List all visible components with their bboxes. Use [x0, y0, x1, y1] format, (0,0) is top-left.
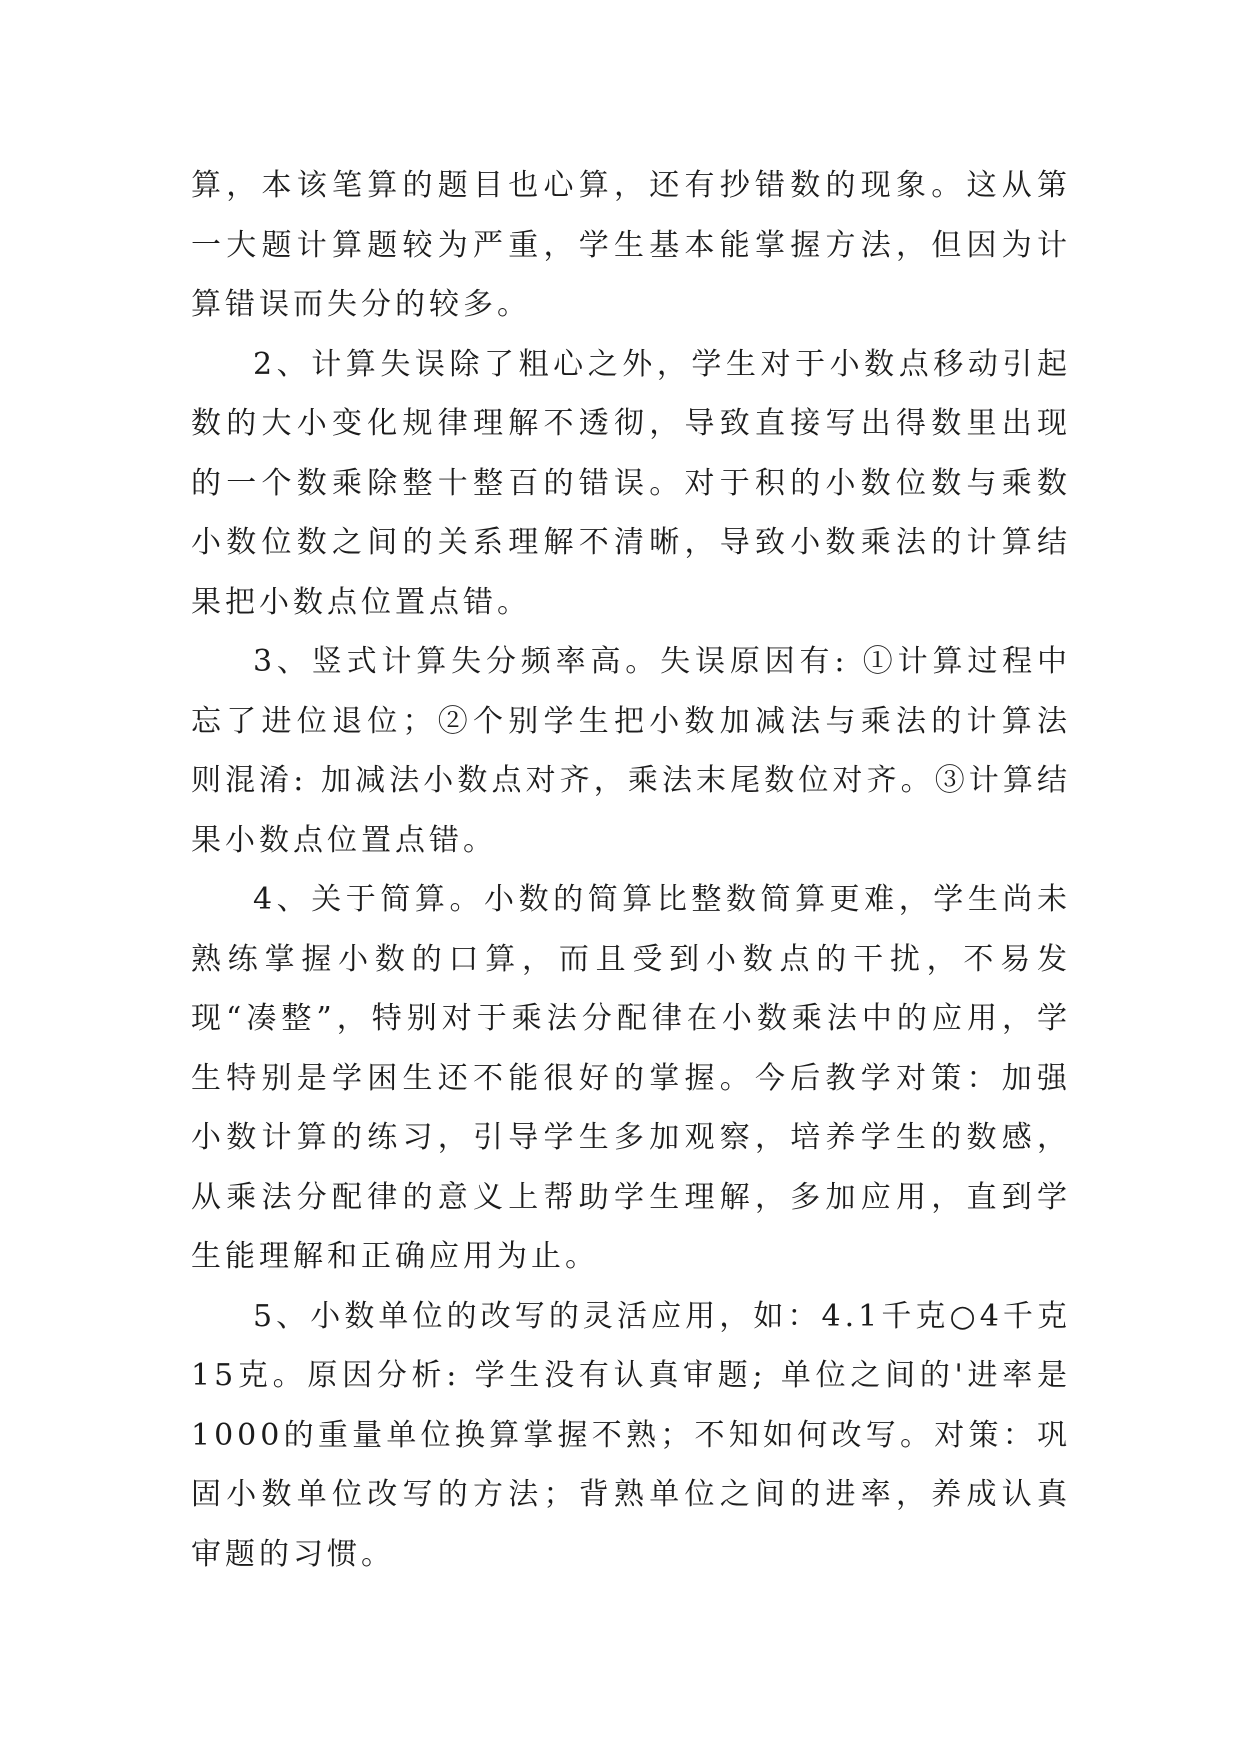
paragraph-item-4: 4、关于简算。小数的简算比整数简算更难，学生尚未熟练掌握小数的口算，而且受到小数点的干扰，不易发现“凑整”，特别对于乘法分配律在小数乘法中的应用，学生特别是学困生还不能很好的掌握。今后教学对策：加强小数计算的练习，引导学生多加观察，培养学生的数感，从乘法分配律的意义上帮助学生理解，多加应用，直到学生能理解和正确应用为止。 — [191, 882, 1071, 1274]
paragraph-continuation: 算，本该笔算的题目也心算，还有抄错数的现象。这从第一大题计算题较为严重，学生基本能掌握方法，但因为计算错误而失分的较多。 — [191, 168, 1071, 322]
paragraph-item-5: 5、小数单位的改写的灵活应用，如：4.1千克○4千克15克。原因分析: 学生没有认真审题; 单位之间的'进率是1000的重量单位换算掌握不熟；不知如何改写。对策：巩固小数单位改写的方法；背熟单位之间的进率，养成认真审题的习惯。 — [191, 1298, 1071, 1572]
paragraph-item-2: 2、计算失误除了粗心之外，学生对于小数点移动引起数的大小变化规律理解不透彻，导致直接写出得数里出现的一个数乘除整十整百的错误。对于积的小数位数与乘数小数位数之间的关系理解不清晰，导致小数乘法的计算结果把小数点位置点错。 — [191, 346, 1071, 620]
paragraph-item-3: 3、竖式计算失分频率高。失误原因有: ①计算过程中忘了进位退位；②个别学生把小数加减法与乘法的计算法则混淆: 加减法小数点对齐，乘法末尾数位对齐。③计算结果小数点位置点错。 — [191, 644, 1071, 858]
body-text — [191, 156, 1071, 1584]
